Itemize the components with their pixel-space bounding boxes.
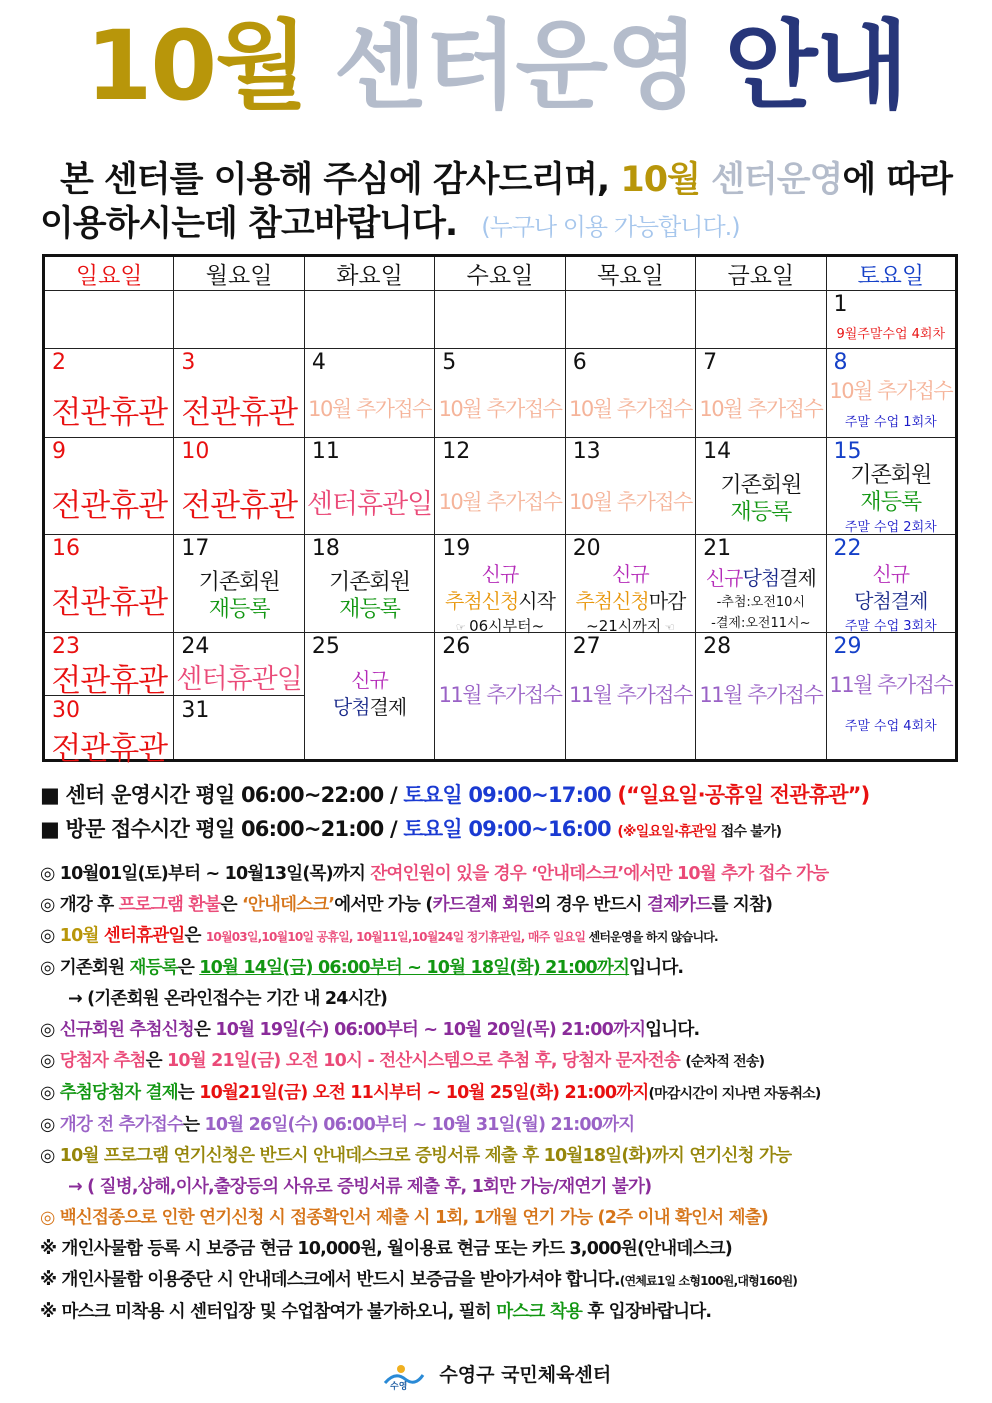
intro-text-a: 본 센터를 이용해 주심에 감사드리며, <box>60 160 621 200</box>
new-label: 신규 <box>612 562 649 586</box>
day-number: 31 <box>181 698 210 723</box>
oct-extra-label: 10월 추가접수 <box>438 490 562 514</box>
day-cell-27 <box>565 633 695 761</box>
payment-label: 결제 <box>890 589 928 613</box>
note-text: 를 지참) <box>711 895 773 915</box>
note-highlight: 개강 전 추가접수 <box>59 1115 184 1135</box>
intro-text-month: 10월 <box>620 160 712 200</box>
note-highlight: 당첨자 추첨 <box>59 1051 146 1071</box>
note-item: → (기존회원 온라인접수는 기간 내 24시간) <box>68 989 388 1009</box>
note-text: ◎ <box>40 1020 60 1040</box>
intro-line-1 <box>40 158 960 202</box>
title-center-ops: 센터운영 <box>333 10 697 122</box>
note-highlight: 잔여인원이 있을 경우 ‘안내데스크’에서만 10월 추가 접수 가능 <box>370 864 829 884</box>
note-text: ◎ <box>40 1083 60 1103</box>
weekday-tuesday: 화요일 <box>304 256 434 291</box>
existing-member-label: 기존회원 <box>850 463 932 488</box>
winner-payment-line <box>827 588 955 615</box>
day-empty <box>174 291 304 349</box>
day-number: 30 <box>52 698 80 723</box>
note-text: 은 <box>220 895 243 915</box>
winner-label: 당첨 <box>332 695 370 719</box>
day-number: 16 <box>52 536 80 561</box>
note-highlight: 10월21일(금) 오전 11시부터 ~ 10월 25일(화) 21:00까지 <box>199 1083 649 1103</box>
note-text: 후 입장바랍니다. <box>582 1302 712 1322</box>
day-number: 7 <box>703 350 718 375</box>
reception-hours-line <box>40 812 960 849</box>
day-number: 14 <box>703 439 732 464</box>
note-highlight: ‘안내데스크’ <box>242 895 335 915</box>
note-highlight: 추첨당첨자 결제 <box>59 1083 178 1103</box>
winner-payment-block <box>305 667 434 721</box>
note-text: ◎ <box>40 1146 60 1166</box>
weekday-thursday: 목요일 <box>565 256 695 291</box>
page-title <box>0 10 992 122</box>
re-register-label: 재등록 <box>860 490 922 515</box>
note-text: 는 <box>183 1115 205 1135</box>
day-cell-10 <box>174 438 304 535</box>
saturday-reception: 토요일 09:00~16:00 <box>403 817 618 841</box>
day-cell-28 <box>696 633 826 761</box>
note-item <box>40 1078 960 1110</box>
note-text: 는 <box>177 1083 200 1103</box>
oct-extra-label: 10월 추가접수 <box>568 490 692 514</box>
note-highlight: 센터휴관일 <box>103 926 185 946</box>
payment-time-note: -결제:오전11시~ <box>711 616 811 631</box>
day-cell-26 <box>435 633 565 761</box>
winner-label: 당첨 <box>854 589 891 613</box>
end-label: 마감 <box>648 589 686 613</box>
day-number: 9 <box>52 439 66 464</box>
center-closed-label: 센터휴관일 <box>306 489 433 520</box>
calendar-week-5 <box>44 633 957 761</box>
lottery-end-block <box>566 561 695 615</box>
cell-divider <box>45 695 173 696</box>
intro-text <box>40 158 960 249</box>
center-closed-label: 센터휴관일 <box>176 664 302 695</box>
day-cell-14 <box>696 438 826 535</box>
day-number: 20 <box>572 536 601 561</box>
day-number: 27 <box>572 634 601 659</box>
cell-divider <box>174 695 303 696</box>
day-number: 13 <box>572 439 601 464</box>
re-register-block <box>305 569 434 623</box>
nov-extra-label: 11월 추가접수 <box>699 683 823 707</box>
new-label: 신규 <box>705 566 743 590</box>
title-month: 10월 <box>85 10 306 122</box>
day-number: 23 <box>52 634 80 659</box>
day-cell-5 <box>435 349 565 438</box>
day-cell-16 <box>44 535 174 633</box>
calendar-week-4 <box>44 535 957 633</box>
pointing-hand-icon: ☜ <box>661 621 675 634</box>
note-highlight: 카드결제 회원 <box>432 895 535 915</box>
note-text: 의 경우 반드시 <box>534 895 648 915</box>
day-cell-21 <box>696 535 826 633</box>
re-register-label: 재등록 <box>730 500 792 525</box>
oct-extra-label: 10월 추가접수 <box>829 379 953 403</box>
day-number: 8 <box>833 350 848 375</box>
day-number: 24 <box>181 634 210 659</box>
intro-text-center: 센터운영 <box>711 160 843 200</box>
note-item <box>40 921 960 953</box>
day-cell-19 <box>435 535 565 633</box>
day-cell-3 <box>174 349 304 438</box>
day-number: 11 <box>311 439 340 464</box>
day-number: 2 <box>52 350 66 375</box>
sat-class-note: 주말 수업 4회차 <box>844 719 937 734</box>
payment-label: 결제 <box>369 695 407 719</box>
note-item <box>40 890 960 921</box>
note-highlight: 결제카드 <box>647 895 712 915</box>
lottery-line <box>435 588 564 615</box>
note-text: ◎ 10월01일(토)부터 ~ 10월13일(목)까지 <box>40 864 371 884</box>
oct-extra-label: 10월 추가접수 <box>568 397 692 421</box>
intro-anyone-note: (누구나 이용 가능합니다.) <box>481 213 740 241</box>
note-item <box>40 1015 960 1046</box>
weekday-header-row <box>44 256 957 291</box>
note-text: 은 반드시 안내데스크로 증빙서류 제출 후 10월18일(화)까지 연기신청 가능 <box>238 1146 792 1166</box>
full-closed-label: 전관휴관 <box>181 488 298 524</box>
weekday-sunday: 일요일 <box>44 256 174 291</box>
day-number: 5 <box>442 350 457 375</box>
day-cell-7 <box>696 349 826 438</box>
note-text: ※ 마스크 미착용 시 센터입장 및 수업참여가 불가하오니, 필히 <box>40 1302 497 1322</box>
intro-line-2 <box>40 202 960 249</box>
weekday-saturday: 토요일 <box>826 256 956 291</box>
day-number: 17 <box>181 536 210 561</box>
day-cell-17 <box>174 535 304 633</box>
day-cell-18 <box>304 535 434 633</box>
org-name: 수영구 국민체육센터 <box>439 1364 612 1386</box>
note-text: (마감시간이 지나면 자동취소) <box>648 1086 821 1102</box>
note-text: ◎ <box>40 926 60 946</box>
day-cell-29 <box>826 633 956 761</box>
winner-payment-line <box>305 694 434 721</box>
start-label: 시작 <box>518 589 555 613</box>
calendar-table <box>42 254 958 767</box>
footer <box>0 1360 992 1391</box>
nov-extra-label: 11월 추가접수 <box>568 683 692 707</box>
full-closed-label: 전관휴관 <box>51 731 168 767</box>
day-number: 22 <box>833 536 862 561</box>
nov-extra-label: 11월 추가접수 <box>829 673 953 697</box>
day-number: 10 <box>181 439 210 464</box>
note-text: ◎ <box>40 1115 60 1135</box>
day-cell-23-30 <box>44 633 174 767</box>
day-empty <box>696 291 826 349</box>
note-item <box>40 859 960 890</box>
draw-time-note: -추첨:오전10시 <box>716 595 806 610</box>
oct-extra-label: 10월 추가접수 <box>699 397 823 421</box>
day-cell-22 <box>826 535 956 633</box>
re-register-block <box>696 472 825 526</box>
note-highlight: 마스크 착용 <box>496 1302 583 1322</box>
sat-class-note: 주말 수업 1회차 <box>844 415 937 430</box>
note-item: ※ 개인사물함 등록 시 보증금 현금 10,000원, 월이용료 현금 또는 카드 3,000원(안내데스크) <box>40 1239 732 1259</box>
note-text: 은 <box>184 926 206 946</box>
calendar-week-2 <box>44 349 957 438</box>
winner-label: 당첨 <box>742 566 780 590</box>
note-text: 은 <box>145 1051 167 1071</box>
note-text: ◎ 기존회원 <box>40 958 130 978</box>
weekday-friday: 금요일 <box>696 256 826 291</box>
note-text: 에서만 가능 ( <box>334 895 433 915</box>
sat-class-note: 9월주말수업 4회차 <box>836 327 946 342</box>
note-text: 입니다. <box>629 958 684 978</box>
note-highlight: 프로그램 환불 <box>118 895 221 915</box>
existing-member-label: 기존회원 <box>198 570 280 595</box>
day-cell-4 <box>304 349 434 438</box>
lottery-start-time: 06시부터~ <box>469 617 545 635</box>
title-guide: 안내 <box>724 10 907 122</box>
note-item <box>40 1110 960 1141</box>
intro-text-ref: 이용하시는데 참고바랍니다. <box>40 204 458 244</box>
weekday-wednesday: 수요일 <box>435 256 565 291</box>
re-register-label: 재등록 <box>208 597 270 622</box>
day-number: 25 <box>311 634 340 659</box>
day-number: 12 <box>442 439 471 464</box>
intro-text-d: 에 따라 <box>842 160 952 200</box>
existing-member-label: 기존회원 <box>720 473 802 498</box>
note-item <box>40 1297 960 1328</box>
day-number: 1 <box>833 292 848 317</box>
no-reception-note: (※일요일·휴관일 <box>617 824 721 840</box>
new-label: 신규 <box>481 562 519 586</box>
lottery-end-time: ~21시까지 <box>586 617 662 635</box>
day-number: 6 <box>572 350 587 375</box>
winner-payment-block <box>696 565 825 592</box>
note-item <box>40 1046 960 1078</box>
note-highlight: 10월 프로그램 연기신청 <box>59 1146 239 1166</box>
day-cell-24-31 <box>174 633 304 761</box>
sat-class-note: 주말 수업 3회차 <box>844 619 937 634</box>
pointing-hand-icon: ☞ <box>455 621 470 634</box>
day-cell-1 <box>826 291 956 349</box>
existing-member-label: 기존회원 <box>329 570 411 595</box>
day-number: 18 <box>311 536 340 561</box>
note-text: 은 <box>177 958 200 978</box>
calendar-week-1 <box>44 291 957 349</box>
oct-extra-label: 10월 추가접수 <box>438 397 562 421</box>
note-text: ◎ 개강 후 <box>40 895 119 915</box>
note-item <box>40 1265 960 1297</box>
lottery-apply-label: 추첨신청 <box>445 589 519 613</box>
spacer <box>40 849 960 859</box>
day-cell-6 <box>565 349 695 438</box>
note-highlight: 신규회원 추첨신청 <box>59 1020 194 1040</box>
nov-extra-label: 11월 추가접수 <box>438 683 562 707</box>
note-text: 은 <box>193 1020 216 1040</box>
saturday-hours: 토요일 09:00~17:00 <box>403 783 618 807</box>
day-number: 4 <box>311 350 326 375</box>
day-number: 3 <box>181 350 196 375</box>
winner-payment-block <box>827 561 955 615</box>
day-cell-20 <box>565 535 695 633</box>
day-empty <box>565 291 695 349</box>
full-closed-label: 전관휴관 <box>51 395 168 431</box>
note-text: 질병,상해,이사,출장등의 사유로 증빙서류 제출 후, 1회만 가능/재연기 불가) <box>99 1177 652 1197</box>
full-closed-label: 전관휴관 <box>51 488 168 524</box>
re-register-block <box>174 569 303 623</box>
note-text: (연체료1일 소형100원,대형160원) <box>619 1274 798 1288</box>
weekday-monday: 월요일 <box>174 256 304 291</box>
notes-section <box>40 778 960 1328</box>
day-cell-15 <box>826 438 956 535</box>
day-number: 29 <box>833 634 862 659</box>
re-register-block <box>827 462 955 516</box>
note-item <box>40 953 960 984</box>
note-highlight: 10월 26일(수) 06:00부터 ~ 10월 31일(월) 21:00까지 <box>204 1115 635 1135</box>
weekday-hours: ■ 센터 운영시간 평일 06:00~22:00 / <box>40 783 404 807</box>
day-cell-11 <box>304 438 434 535</box>
day-empty <box>304 291 434 349</box>
new-label: 신규 <box>351 668 388 692</box>
day-cell-12 <box>435 438 565 535</box>
day-number: 28 <box>703 634 732 659</box>
note-highlight: 10월 21일(금) 오전 10시 - 전산시스템으로 추첨 후, 당첨자 문자전송 <box>167 1051 686 1071</box>
payment-label: 결제 <box>779 566 816 590</box>
lottery-apply-label: 추첨신청 <box>575 589 649 613</box>
full-closed-label: 전관휴관 <box>51 585 168 621</box>
sat-class-note: 주말 수업 2회차 <box>844 520 937 535</box>
winner-payment-line <box>696 565 825 592</box>
full-closed-label: 전관휴관 <box>51 663 168 699</box>
lottery-start-block <box>435 561 564 615</box>
note-highlight: 10월 19일(수) 06:00부터 ~ 10월 20일(목) 21:00까지 <box>215 1020 646 1040</box>
weekday-reception: ■ 방문 접수시간 평일 06:00~21:00 / <box>40 817 404 841</box>
note-text: 센터운영을 하지 않습니다. <box>588 930 718 944</box>
day-number: 26 <box>442 634 471 659</box>
day-empty <box>435 291 565 349</box>
day-number: 19 <box>442 536 471 561</box>
full-closed-label: 전관휴관 <box>181 395 298 431</box>
note-item: ◎ 백신접종으로 인한 연기신청 시 접종확인서 제출 시 1회, 1개월 연기 가능 (2주 이내 확인서 제출) <box>40 1208 769 1228</box>
calendar-week-3 <box>44 438 957 535</box>
day-cell-9 <box>44 438 174 535</box>
note-text: ◎ <box>40 1051 60 1071</box>
note-text: 입니다. <box>645 1020 700 1040</box>
note-highlight: 10월03일,10월10일 공휴일, 10월11일,10월24일 정기휴관일, 매주 일요일 <box>205 930 589 944</box>
suyeong-logo-icon <box>381 1361 425 1391</box>
re-register-label: 재등록 <box>339 597 400 622</box>
day-cell-13 <box>565 438 695 535</box>
note-text: → ( <box>68 1177 100 1197</box>
holiday-closed-note: (“일요일·공휴일 전관휴관”) <box>617 783 870 807</box>
day-empty <box>44 291 174 349</box>
day-cell-2 <box>44 349 174 438</box>
day-cell-8 <box>826 349 956 438</box>
oct-extra-label: 10월 추가접수 <box>308 397 431 421</box>
operating-hours-line <box>40 778 960 812</box>
note-text: ※ 개인사물함 이용중단 시 안내데스크에서 반드시 보증금을 받아가셔야 합니다. <box>40 1270 620 1290</box>
day-number: 21 <box>703 536 732 561</box>
note-text: (순차적 전송) <box>685 1054 765 1070</box>
logo-text: 수영 <box>389 1381 408 1391</box>
note-highlight: 10월 <box>59 926 104 946</box>
note-highlight: 10월 14일(금) 06:00부터 ~ 10월 18일(화) 21:00까지 <box>199 958 630 978</box>
note-item <box>40 1141 960 1172</box>
day-cell-25 <box>304 633 434 761</box>
note-highlight: 재등록 <box>129 958 178 978</box>
new-label: 신규 <box>872 562 910 586</box>
no-reception-note-tail: 접수 불가) <box>720 824 782 840</box>
lottery-line <box>566 588 695 615</box>
note-item <box>40 1172 960 1203</box>
day-number: 15 <box>833 439 862 464</box>
